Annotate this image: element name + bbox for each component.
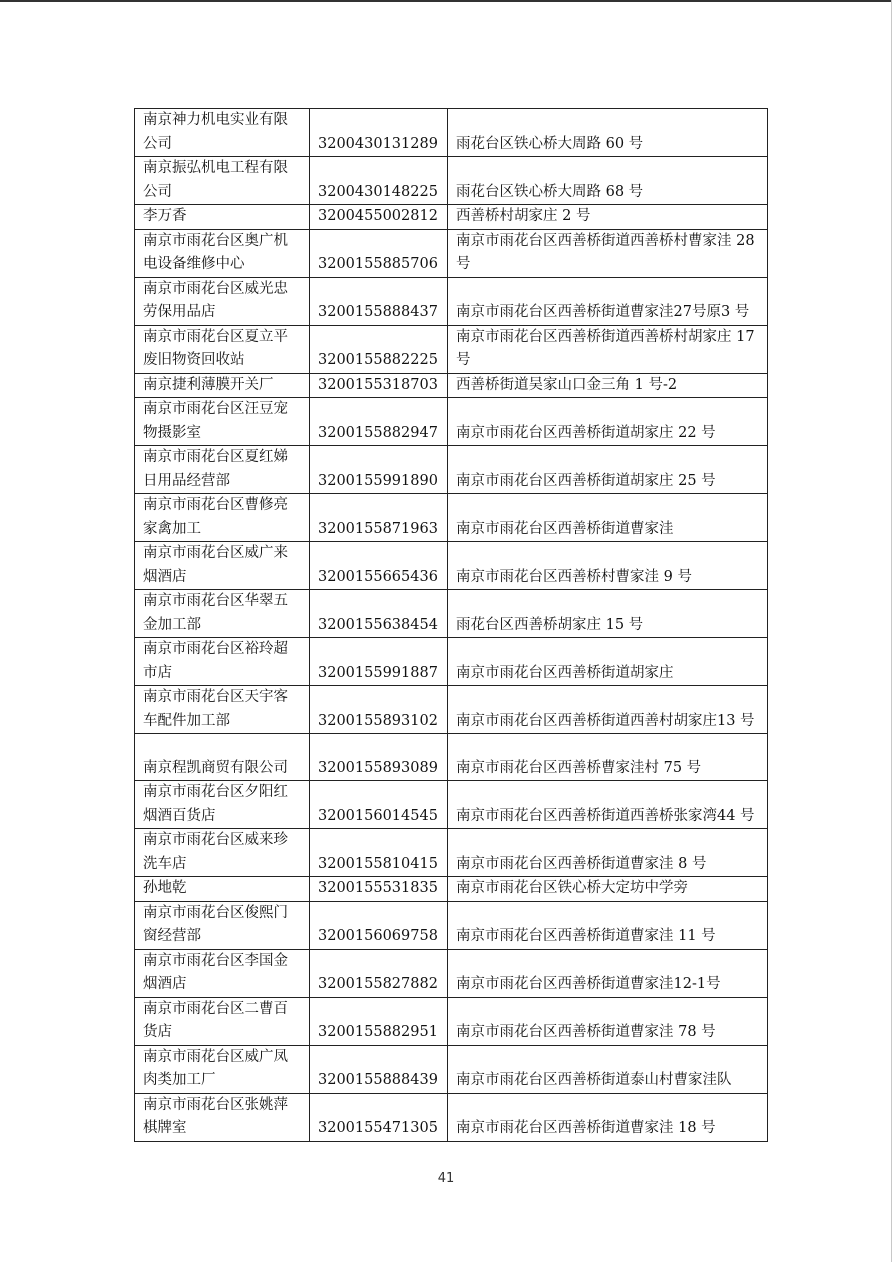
- registration-code-cell: 3200155882225: [310, 325, 448, 373]
- company-name-cell: 南京市雨花台区李国金烟酒店: [135, 949, 310, 997]
- company-name-cell: 南京市雨花台区威广来烟酒店: [135, 542, 310, 590]
- address-cell: 南京市雨花台区西善桥村曹家洼 9 号: [448, 542, 768, 590]
- address-cell: 南京市雨花台区西善桥街道胡家庄 25 号: [448, 446, 768, 494]
- company-name-cell: 南京市雨花台区裕玲超市店: [135, 638, 310, 686]
- company-name-cell: 南京市雨花台区夏红娣日用品经营部: [135, 446, 310, 494]
- table-row: [135, 1045, 768, 1093]
- company-name-cell: 南京程凯商贸有限公司: [135, 734, 310, 781]
- address-cell: 南京市雨花台区西善桥街道胡家庄 22 号: [448, 398, 768, 446]
- registration-code-cell: 3200155893102: [310, 686, 448, 734]
- table-row: [135, 997, 768, 1045]
- company-name-cell: 南京市雨花台区威广凤肉类加工厂: [135, 1045, 310, 1093]
- address-cell: 南京市雨花台区西善桥曹家洼村 75 号: [448, 734, 768, 781]
- table-row: [135, 901, 768, 949]
- address-cell: 南京市雨花台区西善桥街道曹家洼 78 号: [448, 997, 768, 1045]
- table-row: [135, 229, 768, 277]
- registration-code-cell: 3200156069758: [310, 901, 448, 949]
- records-table-body: [135, 109, 768, 1142]
- registration-code-cell: 3200155471305: [310, 1093, 448, 1141]
- address-cell: 南京市雨花台区西善桥街道西善村胡家庄13 号: [448, 686, 768, 734]
- address-cell: 雨花台区西善桥胡家庄 15 号: [448, 590, 768, 638]
- registration-code-cell: 3200430131289: [310, 109, 448, 157]
- table-row: [135, 638, 768, 686]
- company-name-cell: 南京市雨花台区夕阳红烟酒百货店: [135, 781, 310, 829]
- company-name-cell: 孙地乾: [135, 877, 310, 902]
- company-name-cell: 南京市雨花台区天宇客车配件加工部: [135, 686, 310, 734]
- registration-code-cell: 3200155991890: [310, 446, 448, 494]
- address-cell: 南京市雨花台区西善桥街道曹家洼: [448, 494, 768, 542]
- address-cell: 南京市雨花台区西善桥街道曹家洼 18 号: [448, 1093, 768, 1141]
- table-row: [135, 781, 768, 829]
- company-name-cell: 南京捷利薄膜开关厂: [135, 373, 310, 398]
- address-cell: 南京市雨花台区西善桥街道胡家庄: [448, 638, 768, 686]
- registration-code-cell: 3200155893089: [310, 734, 448, 781]
- address-cell: 南京市雨花台区西善桥街道曹家洼 11 号: [448, 901, 768, 949]
- company-name-cell: 南京市雨花台区奥广机电设备维修中心: [135, 229, 310, 277]
- registration-code-cell: 3200155882951: [310, 997, 448, 1045]
- registration-code-cell: 3200155888439: [310, 1045, 448, 1093]
- table-row: [135, 949, 768, 997]
- address-cell: 南京市雨花台区西善桥街道曹家洼 8 号: [448, 829, 768, 877]
- address-cell: 西善桥村胡家庄 2 号: [448, 205, 768, 230]
- registration-code-cell: 3200155531835: [310, 877, 448, 902]
- registration-code-cell: 3200430148225: [310, 157, 448, 205]
- company-name-cell: 南京市雨花台区华翠五金加工部: [135, 590, 310, 638]
- table-row: [135, 446, 768, 494]
- table-row: [135, 398, 768, 446]
- table-row: [135, 277, 768, 325]
- registration-code-cell: 3200155871963: [310, 494, 448, 542]
- registration-code-cell: 3200155882947: [310, 398, 448, 446]
- address-cell: 雨花台区铁心桥大周路 68 号: [448, 157, 768, 205]
- registration-code-cell: 3200455002812: [310, 205, 448, 230]
- address-cell: 南京市雨花台区西善桥街道曹家洼12-1号: [448, 949, 768, 997]
- page-number: 41: [437, 1171, 455, 1186]
- table-row: [135, 590, 768, 638]
- registration-code-cell: 3200155638454: [310, 590, 448, 638]
- company-name-cell: 南京市雨花台区威光忠劳保用品店: [135, 277, 310, 325]
- table-row: [135, 1093, 768, 1141]
- address-cell: 南京市雨花台区西善桥街道曹家洼27号原3 号: [448, 277, 768, 325]
- address-cell: 南京市雨花台区西善桥街道西善桥村胡家庄 17 号: [448, 325, 768, 373]
- registration-code-cell: 3200155827882: [310, 949, 448, 997]
- address-cell: 南京市雨花台区西善桥街道西善桥村曹家洼 28 号: [448, 229, 768, 277]
- table-row: [135, 157, 768, 205]
- address-cell: 南京市雨花台区西善桥街道西善桥张家湾44 号: [448, 781, 768, 829]
- address-cell: 南京市雨花台区西善桥街道泰山村曹家洼队: [448, 1045, 768, 1093]
- company-name-cell: 南京市雨花台区俊熙门窗经营部: [135, 901, 310, 949]
- registration-code-cell: 3200155991887: [310, 638, 448, 686]
- address-cell: 西善桥街道吴家山口金三角 1 号-2: [448, 373, 768, 398]
- registration-code-cell: 3200156014545: [310, 781, 448, 829]
- table-row: [135, 686, 768, 734]
- company-name-cell: 南京市雨花台区汪豆宠物摄影室: [135, 398, 310, 446]
- table-row: [135, 734, 768, 781]
- company-name-cell: 李万香: [135, 205, 310, 230]
- registration-code-cell: 3200155318703: [310, 373, 448, 398]
- table-row: [135, 877, 768, 902]
- table-row: [135, 325, 768, 373]
- company-name-cell: 南京振弘机电工程有限公司: [135, 157, 310, 205]
- table-row: [135, 109, 768, 157]
- registration-code-cell: 3200155665436: [310, 542, 448, 590]
- table-row: [135, 542, 768, 590]
- registration-code-cell: 3200155888437: [310, 277, 448, 325]
- table-row: [135, 205, 768, 230]
- registration-code-cell: 3200155885706: [310, 229, 448, 277]
- company-name-cell: 南京市雨花台区二曹百货店: [135, 997, 310, 1045]
- company-name-cell: 南京神力机电实业有限公司: [135, 109, 310, 157]
- company-name-cell: 南京市雨花台区夏立平废旧物资回收站: [135, 325, 310, 373]
- address-cell: 雨花台区铁心桥大周路 60 号: [448, 109, 768, 157]
- records-table: [134, 108, 768, 1142]
- address-cell: 南京市雨花台区铁心桥大定坊中学旁: [448, 877, 768, 902]
- company-name-cell: 南京市雨花台区威来珍洗车店: [135, 829, 310, 877]
- table-row: [135, 373, 768, 398]
- company-name-cell: 南京市雨花台区张姚萍棋牌室: [135, 1093, 310, 1141]
- registration-code-cell: 3200155810415: [310, 829, 448, 877]
- company-name-cell: 南京市雨花台区曹修亮家禽加工: [135, 494, 310, 542]
- top-border-line: [0, 0, 892, 2]
- table-row: [135, 494, 768, 542]
- table-row: [135, 829, 768, 877]
